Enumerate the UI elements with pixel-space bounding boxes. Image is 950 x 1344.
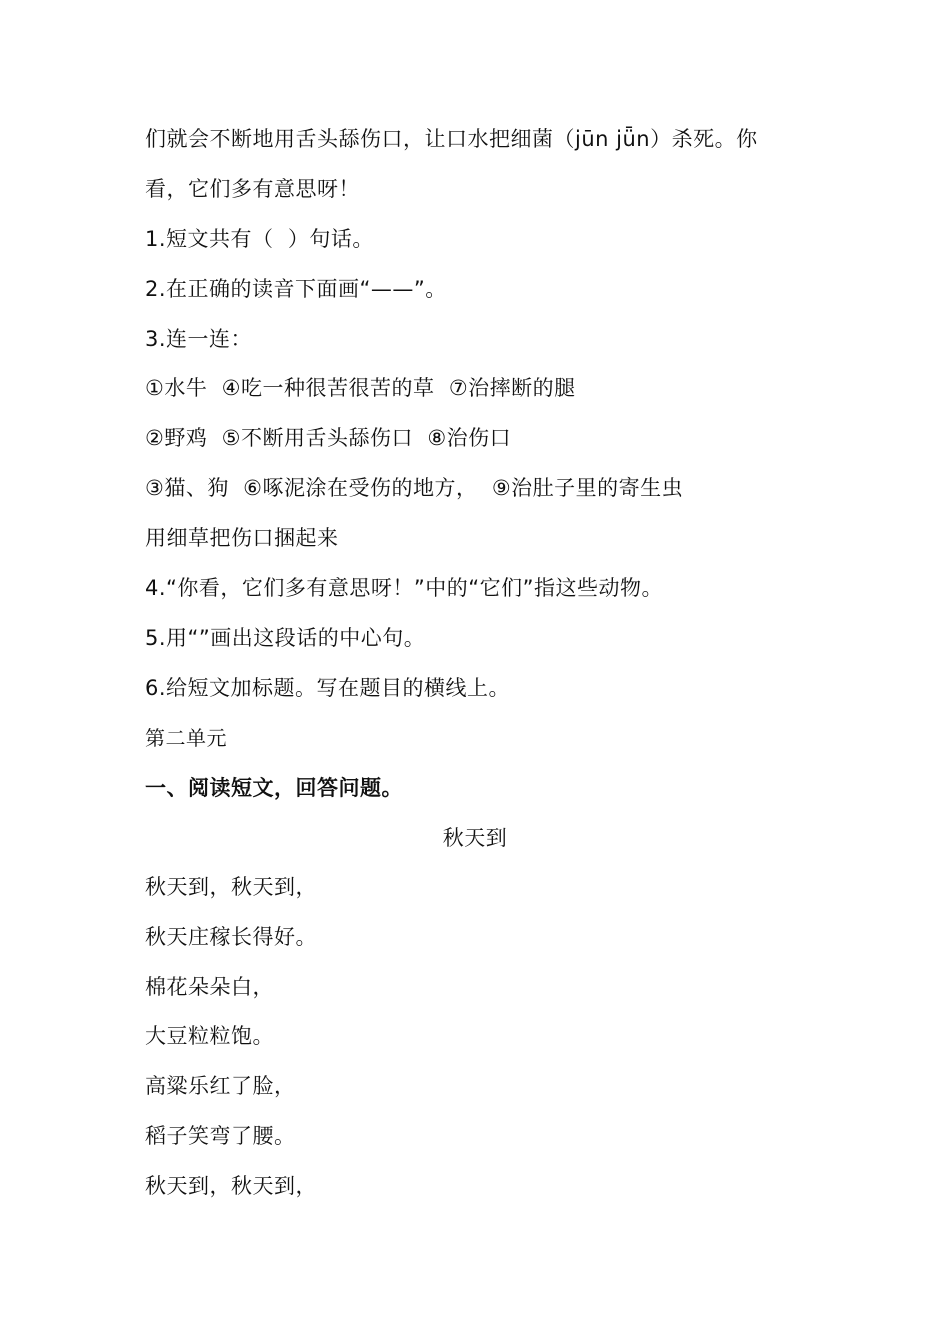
poem-line: 稻子笑弯了腰。 [145,1124,296,1148]
unit-heading: 第二单元 [145,726,227,750]
poem-line: 秋天到，秋天到， [145,1174,317,1198]
section-heading: 一、阅读短文，回答问题。 [145,776,403,800]
question-1: 1.短文共有（ ）句话。 [145,227,374,251]
question-4: 4.“你看，它们多有意思呀！”中的“它们”指这些动物。 [145,576,664,600]
question-6: 6.给短文加标题。写在题目的横线上。 [145,676,511,700]
match-row: ①水牛 ④吃一种很苦很苦的草 ⑦治摔断的腿 [145,376,576,400]
poem-line: 高粱乐红了脸， [145,1074,296,1098]
match-row: ③猫、狗 ⑥啄泥涂在受伤的地方， ⑨治肚子里的寄生虫 [145,476,684,500]
poem-line: 秋天庄稼长得好。 [145,925,317,949]
poem-line: 秋天到，秋天到， [145,875,317,899]
question-5: 5.用“”画出这段话的中心句。 [145,626,426,650]
poem-title: 秋天到 [442,826,508,850]
poem-line: 大豆粒粒饱。 [145,1024,274,1048]
poem-line: 棉花朵朵白， [145,975,274,999]
question-3: 3.连一连： [145,327,253,351]
question-2: 2.在正确的读音下面画“——”。 [145,277,447,301]
passage-line: 看，它们多有意思呀！ [145,177,360,201]
match-row: ②野鸡 ⑤不断用舌头舔伤口 ⑧治伤口 [145,426,512,450]
passage-line: 们就会不断地用舌头舔伤口，让口水把细菌（jūn jǖn）杀死。你 [145,127,758,151]
match-row: 用细草把伤口捆起来 [145,526,339,550]
